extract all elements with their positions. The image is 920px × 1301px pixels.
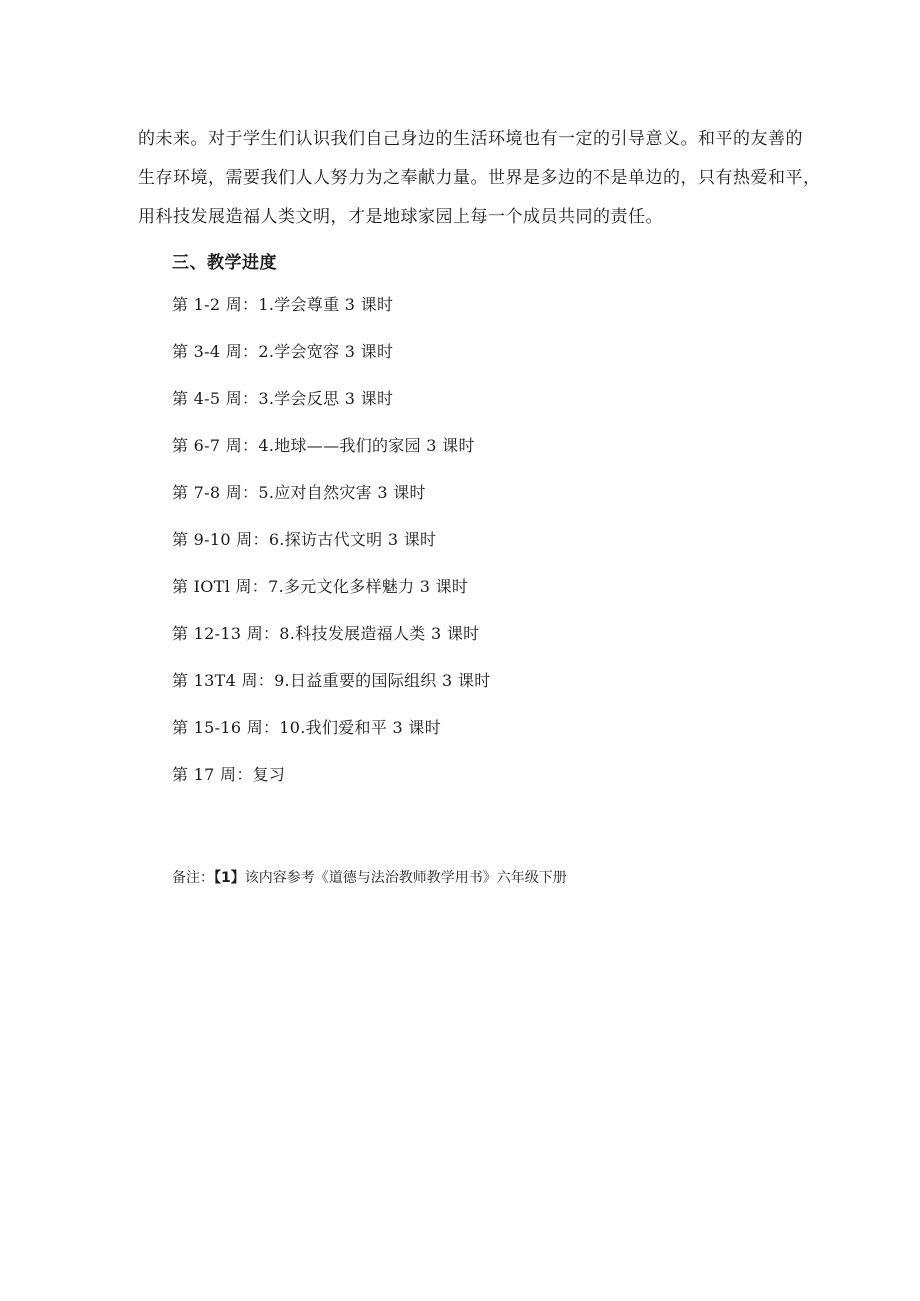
intro-line: 用科技发展造福人类文明，才是地球家园上每一个成员共同的责任。 xyxy=(138,207,663,227)
intro-line: 的未来。对于学生们认识我们自己身边的生活环境也有一定的引导意义。和平的友善的 xyxy=(138,129,803,149)
schedule-item: 第 3-4 周：2.学会宽容 3 课时 xyxy=(172,342,394,361)
intro-paragraph xyxy=(138,120,821,237)
schedule-item: 第 4-5 周：3.学会反思 3 课时 xyxy=(172,389,394,408)
schedule-item: 第 6-7 周：4.地球——我们的家园 3 课时 xyxy=(172,436,475,455)
schedule-list xyxy=(172,292,491,809)
schedule-item: 第 13T4 周：9.日益重要的国际组织 3 课时 xyxy=(172,671,491,690)
footnote-label: 备注： xyxy=(172,870,214,886)
footnote-text: 该内容参考《道德与法治教师教学用书》六年级下册 xyxy=(244,870,567,886)
section-title: 三、教学进度 xyxy=(172,253,277,273)
schedule-item: 第 9-10 周：6.探访古代文明 3 课时 xyxy=(172,530,437,549)
schedule-item: 第 15-16 周：10.我们爱和平 3 课时 xyxy=(172,718,441,737)
schedule-item: 第 1-2 周：1.学会尊重 3 课时 xyxy=(172,295,394,314)
footnote xyxy=(172,867,567,887)
schedule-item: 第 7-8 周：5.应对自然灾害 3 课时 xyxy=(172,483,426,502)
schedule-item: 第 IOTl 周：7.多元文化多样魅力 3 课时 xyxy=(172,577,469,596)
intro-line: 生存环境，需要我们人人努力为之奉献力量。世界是多边的不是单边的，只有热爱和平， xyxy=(138,168,821,188)
schedule-item: 第 17 周：复习 xyxy=(172,765,286,784)
schedule-item: 第 12-13 周：8.科技发展造福人类 3 课时 xyxy=(172,624,480,643)
footnote-reference: 【1】 xyxy=(214,870,245,886)
